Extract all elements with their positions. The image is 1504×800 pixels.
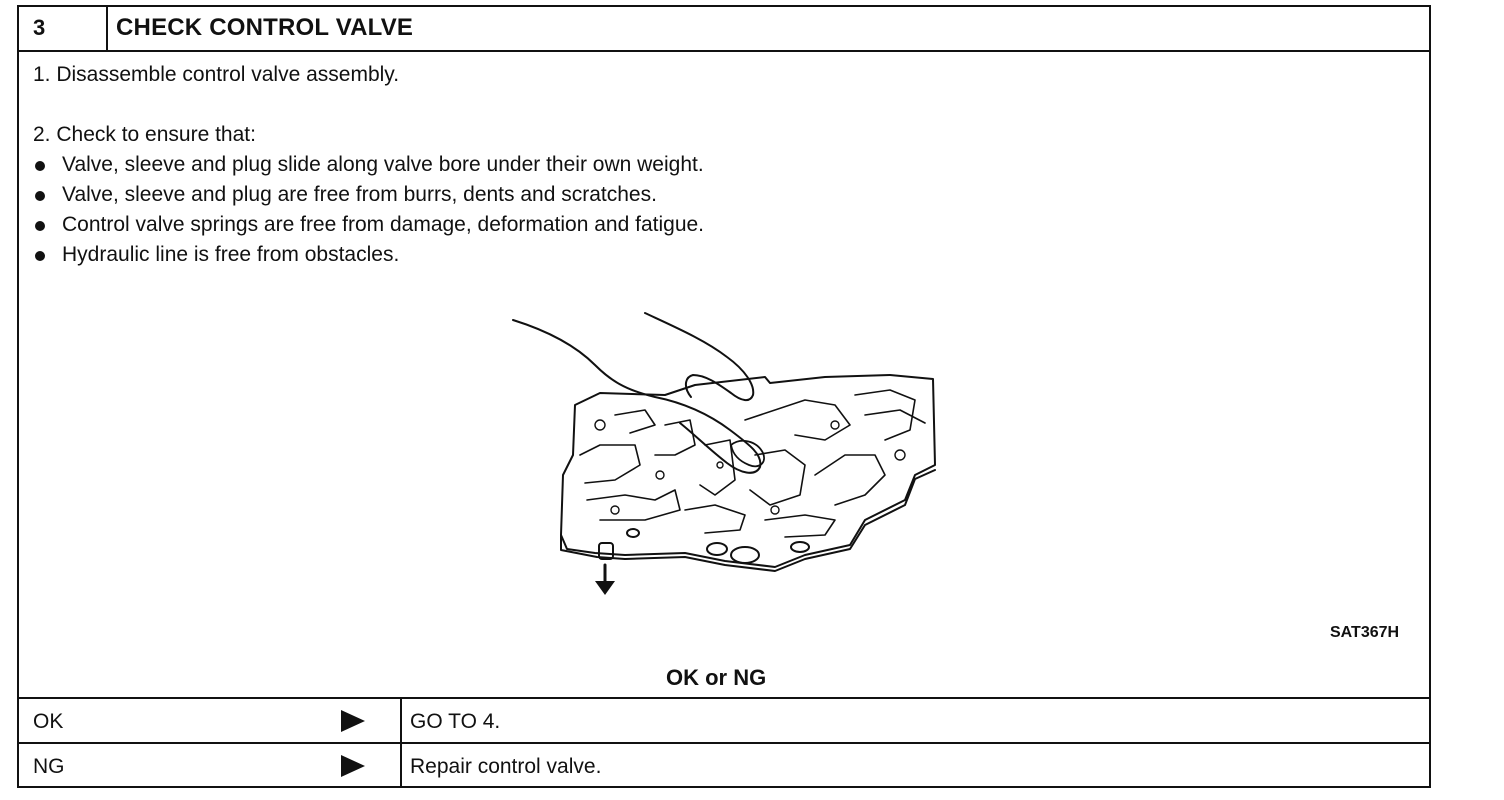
hand-upper xyxy=(645,313,753,400)
result-column-divider xyxy=(400,697,402,788)
control-valve-illustration xyxy=(505,305,945,605)
step-number: 3 xyxy=(33,15,46,40)
bolt-hole xyxy=(627,529,639,537)
figure-code: SAT367H xyxy=(1330,624,1400,641)
step-number-divider xyxy=(106,5,108,51)
bullet-dot xyxy=(35,161,45,171)
bolt-hole xyxy=(731,547,759,563)
bolt-hole xyxy=(791,542,809,552)
valve-body-outline xyxy=(561,375,935,567)
instruction-1: 1. Disassemble control valve assembly. xyxy=(33,63,400,86)
bullet-dot xyxy=(35,221,45,231)
play-arrow-icon xyxy=(341,755,365,777)
check-item: Valve, sleeve and plug slide along valve bore under their own weight. xyxy=(62,153,704,176)
result-heading: OK or NG xyxy=(666,665,767,690)
result-row-divider xyxy=(17,742,1431,744)
channel-holes xyxy=(595,420,905,514)
play-arrow-icon xyxy=(341,710,365,732)
result-action-ok: GO TO 4. xyxy=(410,710,501,733)
step-title: CHECK CONTROL VALVE xyxy=(116,14,414,41)
bolt-hole xyxy=(707,543,727,555)
result-divider xyxy=(17,697,1431,699)
check-item: Control valve springs are free from damage, deformation and fatigue. xyxy=(62,213,705,236)
check-item: Hydraulic line is free from obstacles. xyxy=(62,243,400,266)
bullet-dot xyxy=(35,191,45,201)
result-action-ng: Repair control valve. xyxy=(410,755,602,778)
header-divider xyxy=(17,50,1431,52)
result-label-ok: OK xyxy=(33,710,64,733)
instruction-2: 2. Check to ensure that: xyxy=(33,123,256,146)
check-item: Valve, sleeve and plug are free from burrs, dents and scratches. xyxy=(62,183,657,206)
bullet-dot xyxy=(35,251,45,261)
down-arrow-head xyxy=(595,581,615,595)
result-label-ng: NG xyxy=(33,755,65,778)
